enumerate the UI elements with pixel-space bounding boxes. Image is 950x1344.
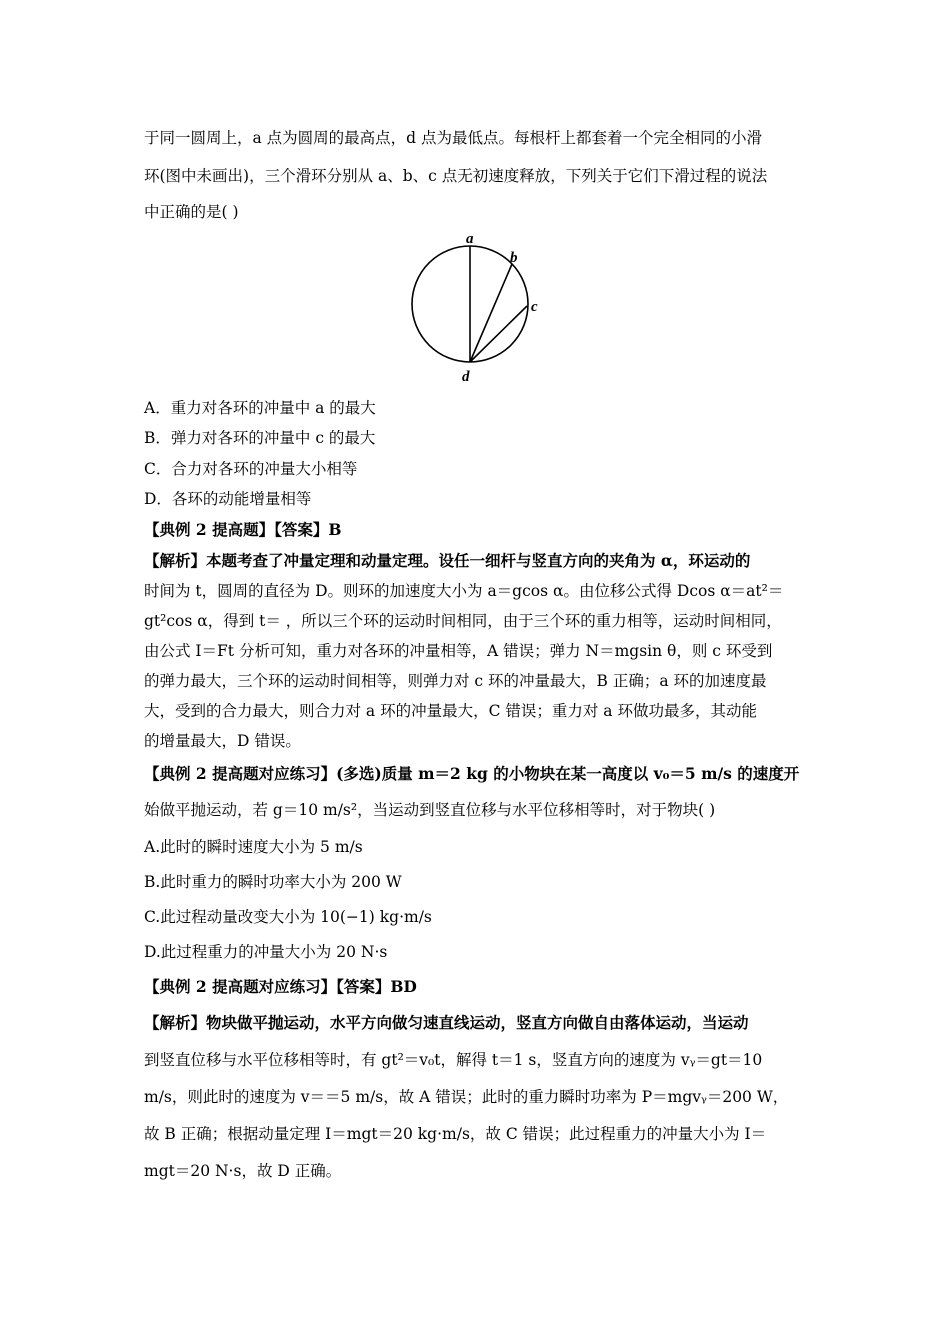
analysis-2-line-1: 【解析】物块做平抛运动，水平方向做匀速直线运动，竖直方向做自由落体运动，当运动 [144, 1013, 749, 1032]
option-b: B．弹力对各环的冲量中 c 的最大 [144, 429, 376, 447]
label-a: a [466, 231, 474, 247]
label-d: d [462, 369, 470, 385]
rod-bd [470, 264, 512, 362]
analysis-1-line-6: 大，受到的合力最大，则合力对 a 环的冲量最大，C 错误；重力对 a 环做功最多，其动能 [144, 702, 757, 720]
analysis-2-line-3: m/s，则此时的速度为 v＝＝5 m/s，故 A 错误；此时的重力瞬时功率为 P＝mgvᵧ＝200 W， [144, 1088, 789, 1106]
analysis-1-line-4: 由公式 I＝Ft 分析可知，重力对各环的冲量相等，A 错误；弹力 N＝mgsin θ，则 c 环受到 [144, 642, 773, 660]
label-b: b [510, 250, 518, 266]
option-c: C．合力对各环的冲量大小相等 [144, 460, 358, 478]
analysis-1-line-5: 的弹力最大，三个环的运动时间相等，则弹力对 c 环的冲量最大，B 正确；a 环的加速度最 [144, 672, 767, 690]
question-intro-line-1: 于同一圆周上，a 点为圆周的最高点，d 点为最低点。每根杆上都套着一个完全相同的小滑 [144, 129, 763, 147]
answer-heading-2: 【典例 2 提高题对应练习】【答案】BD [144, 977, 417, 996]
exercise-option-c: C.此过程动量改变大小为 10(−1) kg·m/s [144, 908, 432, 926]
exercise-heading-line-2: 始做平抛运动，若 g＝10 m/s²，当运动到竖直位移与水平位移相等时，对于物块( ) [144, 801, 716, 819]
analysis-1-line-3: gt²cos α，得到 t＝ ，所以三个环的运动时间相同，由于三个环的重力相等，运动时间相同， [144, 612, 782, 630]
option-a: A．重力对各环的冲量中 a 的最大 [144, 399, 376, 417]
question-intro-line-2: 环(图中未画出)，三个滑环分别从 a、b、c 点无初速度释放，下列关于它们下滑过程的说法 [144, 167, 768, 185]
exercise-heading-line-1: 【典例 2 提高题对应练习】(多选)质量 m＝2 kg 的小物块在某一高度以 v₀＝5 m/s 的速度开 [144, 764, 800, 783]
analysis-2-line-2: 到竖直位移与水平位移相等时，有 gt²＝v₀t，解得 t＝1 s，竖直方向的速度为 vᵧ＝gt＝10 [144, 1051, 763, 1069]
exercise-option-b: B.此时重力的瞬时功率大小为 200 W [144, 873, 402, 891]
analysis-1-line-7: 的增量最大，D 错误。 [144, 732, 301, 750]
analysis-2-line-4: 故 B 正确；根据动量定理 I＝mgt＝20 kg·m/s，故 C 错误；此过程重力的冲量大小为 I＝ [144, 1125, 767, 1143]
answer-heading-1: 【典例 2 提高题】【答案】B [144, 520, 342, 539]
question-intro-line-3: 中正确的是( ) [144, 203, 239, 221]
analysis-2-line-5: mgt＝20 N·s，故 D 正确。 [144, 1162, 342, 1180]
exercise-option-d: D.此过程重力的冲量大小为 20 N·s [144, 943, 388, 961]
label-c: c [531, 299, 538, 315]
option-d: D．各环的动能增量相等 [144, 490, 312, 508]
exercise-option-a: A.此时的瞬时速度大小为 5 m/s [144, 838, 363, 856]
circle-rods-figure [406, 228, 546, 388]
analysis-1-line-1: 【解析】本题考查了冲量定理和动量定理。设任一细杆与竖直方向的夹角为 α，环运动的 [144, 551, 751, 570]
analysis-1-line-2: 时间为 t，圆周的直径为 D。则环的加速度大小为 a＝gcos α。由位移公式得 Dcos α＝at²＝ [144, 582, 784, 600]
